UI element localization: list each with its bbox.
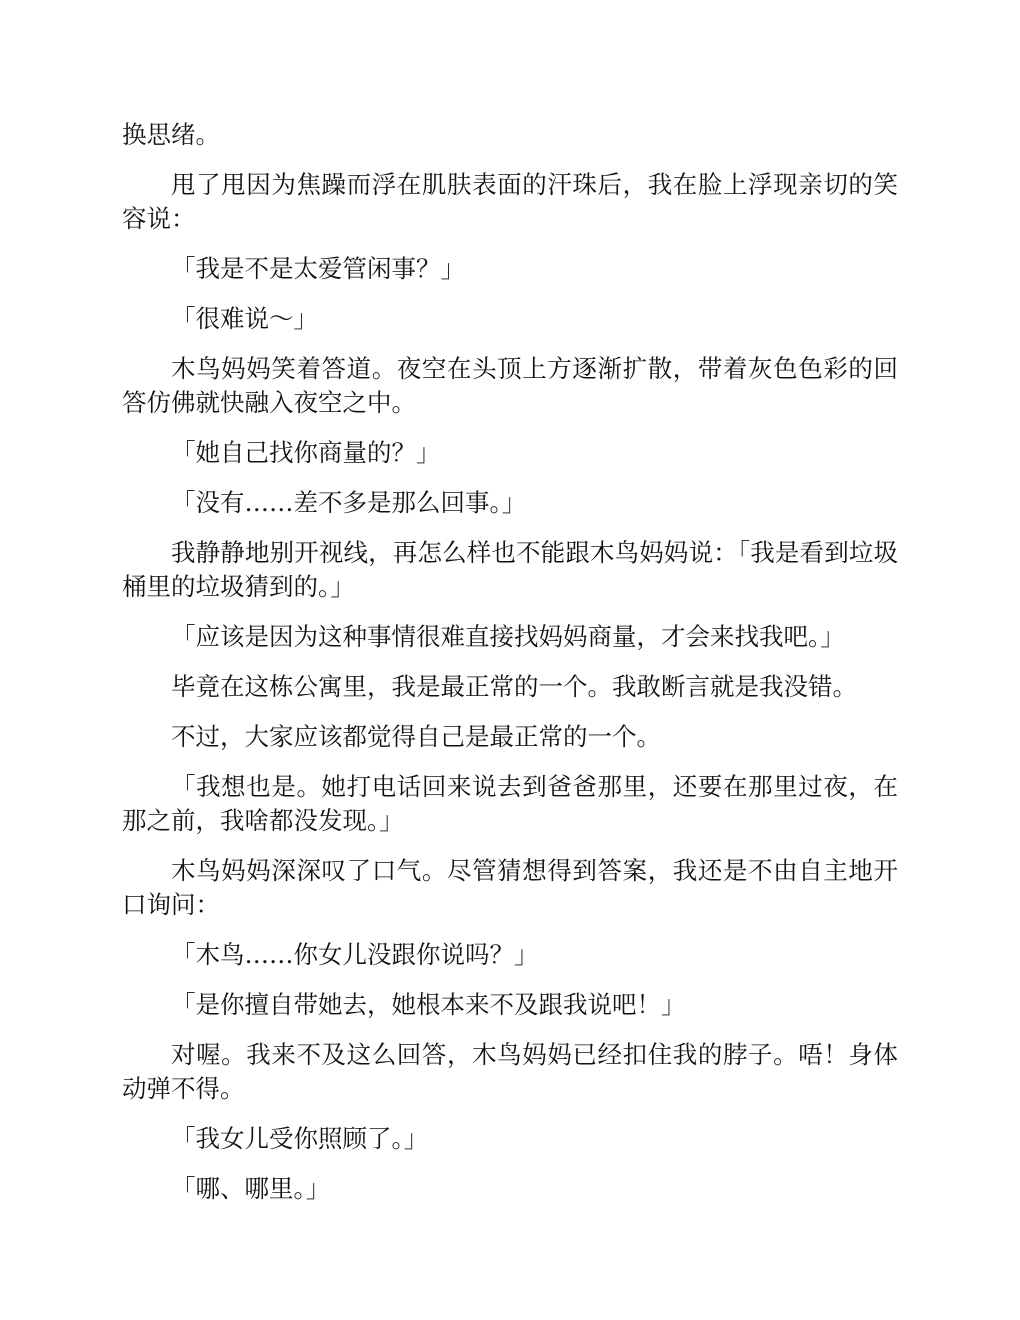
document-body: [122, 118, 898, 1222]
paragraph: 木鸟妈妈深深叹了口气。尽管猜想得到答案，我还是不由自主地开口询问：: [122, 856, 898, 919]
dialogue-line: 「木鸟……你女儿没跟你说吗？」: [171, 940, 539, 969]
dialogue-line: 「应该是因为这种事情很难直接找妈妈商量，才会来找我吧。」: [171, 622, 845, 651]
dialogue-line: 「是你擅自带她去，她根本来不及跟我说吧！」: [171, 990, 686, 1019]
dialogue-line: 「没有……差不多是那么回事。」: [171, 488, 527, 517]
paragraph: 换思绪。: [122, 120, 220, 149]
paragraph: 我静静地别开视线，再怎么样也不能跟木鸟妈妈说：「我是看到垃圾桶里的垃圾猜到的。」: [122, 538, 898, 601]
dialogue-line: 「我想也是。她打电话回来说去到爸爸那里，还要在那里过夜，在那之前，我啥都没发现。」: [122, 772, 898, 835]
paragraph: 木鸟妈妈笑着答道。夜空在头顶上方逐渐扩散，带着灰色色彩的回答仿佛就快融入夜空之中。: [122, 354, 898, 417]
dialogue-line: 「她自己找你商量的？」: [171, 438, 441, 467]
dialogue-line: 「哪、哪里。」: [171, 1174, 331, 1203]
paragraph: 对喔。我来不及这么回答，木鸟妈妈已经扣住我的脖子。唔！身体动弹不得。: [122, 1040, 898, 1103]
paragraph: 毕竟在这栋公寓里，我是最正常的一个。我敢断言就是我没错。: [171, 672, 857, 701]
dialogue-line: 「我女儿受你照顾了。」: [171, 1124, 429, 1153]
paragraph: 甩了甩因为焦躁而浮在肌肤表面的汗珠后，我在脸上浮现亲切的笑容说：: [122, 170, 898, 233]
paragraph: 不过，大家应该都觉得自己是最正常的一个。: [171, 722, 661, 751]
dialogue-line: 「很难说～」: [171, 304, 318, 333]
dialogue-line: 「我是不是太爱管闲事？」: [171, 254, 465, 283]
